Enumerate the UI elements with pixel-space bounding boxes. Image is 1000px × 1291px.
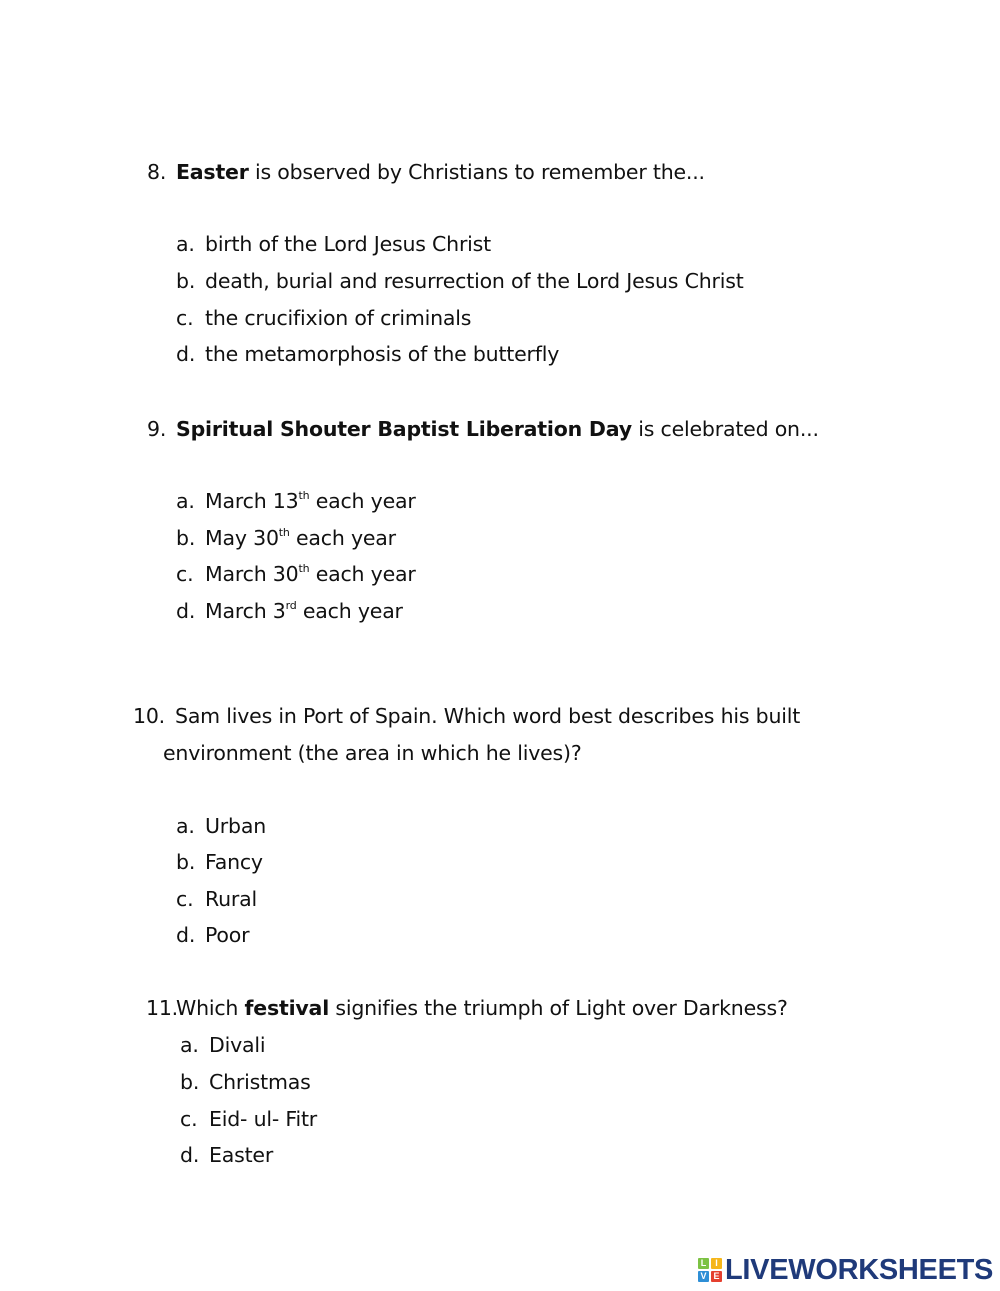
option-8d[interactable]	[176, 341, 559, 367]
option-rest: each year	[296, 599, 403, 623]
option-text: Divali	[209, 1033, 266, 1057]
option-date: March 13	[205, 489, 299, 513]
question-number: 8.	[147, 160, 167, 184]
option-10a[interactable]	[176, 813, 266, 839]
option-letter: d.	[176, 923, 196, 947]
option-letter: b.	[176, 526, 196, 550]
question-8	[147, 159, 705, 185]
option-letter: b.	[180, 1070, 200, 1094]
option-text: Easter	[209, 1143, 274, 1167]
question-number: 10.	[133, 704, 166, 728]
option-11a[interactable]	[180, 1032, 265, 1058]
question-text-pre: Which	[176, 996, 245, 1020]
option-text: birth of the Lord Jesus Christ	[205, 232, 491, 256]
question-keyword: Spiritual Shouter Baptist Liberation Day	[176, 417, 632, 441]
option-date: March 3	[205, 599, 286, 623]
option-letter: c.	[176, 306, 194, 330]
option-text: Urban	[205, 814, 267, 838]
ordinal-suffix: th	[278, 526, 290, 539]
option-11c[interactable]	[180, 1106, 317, 1132]
option-letter: a.	[176, 814, 195, 838]
option-rest: each year	[309, 562, 416, 586]
option-text: death, burial and resurrection of the Lord Jesus Christ	[205, 269, 744, 293]
option-date: March 30	[205, 562, 299, 586]
option-text: the crucifixion of criminals	[205, 306, 472, 330]
liveworksheets-logo[interactable]	[698, 1255, 993, 1285]
option-8c[interactable]	[176, 305, 471, 331]
option-letter: a.	[176, 489, 195, 513]
option-letter: c.	[180, 1107, 198, 1131]
question-keyword: Easter	[176, 160, 249, 184]
option-letter: d.	[176, 599, 196, 623]
option-letter: a.	[180, 1033, 199, 1057]
option-10b[interactable]	[176, 849, 263, 875]
option-letter: a.	[176, 232, 195, 256]
question-text: signifies the triumph of Light over Darkness?	[329, 996, 788, 1020]
option-11d[interactable]	[180, 1142, 273, 1168]
option-text: the metamorphosis of the butterfly	[205, 342, 560, 366]
logo-tile-v: V	[698, 1271, 709, 1282]
option-11b[interactable]	[180, 1069, 311, 1095]
option-9c[interactable]	[176, 561, 416, 587]
question-number: 9.	[147, 417, 167, 441]
option-10c[interactable]	[176, 886, 257, 912]
logo-tile-e: E	[711, 1271, 722, 1282]
question-text: is celebrated on...	[631, 417, 819, 441]
question-text: is observed by Christians to remember the...	[248, 160, 705, 184]
ordinal-suffix: th	[298, 489, 310, 502]
question-10-continued	[163, 740, 582, 766]
option-9b[interactable]	[176, 525, 396, 551]
question-number: 11.	[146, 996, 179, 1020]
option-letter: d.	[176, 342, 196, 366]
option-letter: c.	[176, 887, 194, 911]
question-text: environment (the area in which he lives)?	[163, 741, 582, 765]
option-10d[interactable]	[176, 922, 249, 948]
option-text: Rural	[205, 887, 258, 911]
option-8b[interactable]	[176, 268, 744, 294]
ordinal-suffix: th	[298, 562, 310, 575]
option-text: Eid- ul- Fitr	[209, 1107, 318, 1131]
question-11	[146, 995, 788, 1021]
option-letter: b.	[176, 850, 196, 874]
option-letter: c.	[176, 562, 194, 586]
option-8a[interactable]	[176, 231, 491, 257]
option-rest: each year	[309, 489, 416, 513]
question-text: Sam lives in Port of Spain. Which word best describes his built	[175, 704, 801, 728]
option-text: Poor	[205, 923, 250, 947]
option-text: Fancy	[205, 850, 263, 874]
ordinal-suffix: rd	[285, 599, 297, 612]
question-9	[147, 416, 819, 442]
option-text: Christmas	[209, 1070, 311, 1094]
question-10	[133, 703, 800, 729]
logo-tiles-icon	[698, 1258, 722, 1282]
option-9d[interactable]	[176, 598, 403, 624]
option-letter: b.	[176, 269, 196, 293]
option-letter: d.	[180, 1143, 200, 1167]
logo-tile-i: I	[711, 1258, 722, 1269]
logo-tile-l: L	[698, 1258, 709, 1269]
option-rest: each year	[289, 526, 396, 550]
option-date: May 30	[205, 526, 279, 550]
logo-text: LIVEWORKSHEETS	[725, 1254, 994, 1286]
option-9a[interactable]	[176, 488, 416, 514]
question-keyword: festival	[244, 996, 330, 1020]
